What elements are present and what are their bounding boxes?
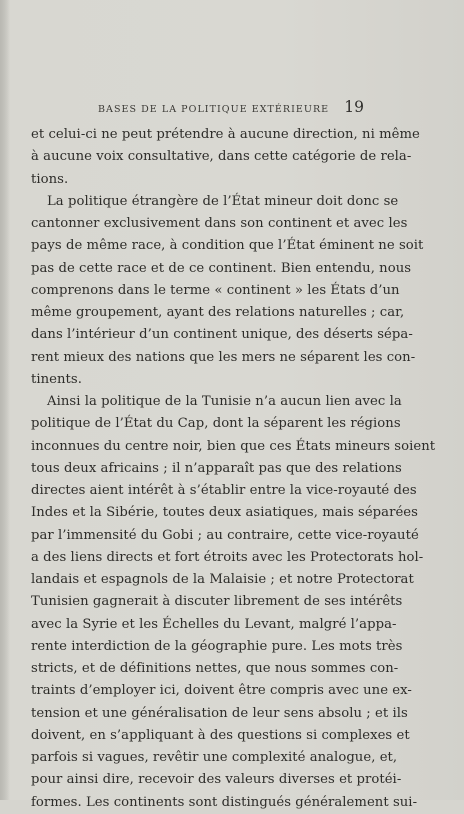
running-head — [30, 98, 364, 118]
text-line: parfois si vagues, revêtir une complexité analogue, et, — [31, 750, 398, 765]
text-line: tions. — [31, 171, 69, 187]
text-line: politique de l’État du Cap, dont la séparent les régions — [31, 416, 401, 432]
text-line: pays de même race, à condition que l’État éminent ne soit — [31, 238, 424, 254]
text-line: par l’immensité du Gobi ; au contraire, cette vice-royauté — [31, 527, 419, 543]
text-line: stricts, et de définitions nettes, que nous sommes con- — [31, 661, 399, 676]
text-line: inconnues du centre noir, bien que ces États mineurs soient — [31, 438, 436, 454]
text-line: La politique étrangère de l’État mineur doit donc se — [47, 193, 399, 209]
text-line: Ainsi la politique de la Tunisie n’a aucun lien avec la — [47, 394, 402, 409]
text-line: dans l’intérieur d’un continent unique, des déserts sépa- — [31, 327, 413, 343]
text-line: Indes et la Sibérie, toutes deux asiatiques, mais séparées — [31, 505, 418, 521]
body-text — [31, 124, 436, 814]
text-line: directes aient intérêt à s’établir entre la vice-royauté des — [31, 483, 417, 498]
text-line: pas de cette race et de ce continent. Bien entendu, nous — [31, 260, 412, 276]
text-line: et celui-ci ne peut prétendre à aucune direction, ni même — [31, 127, 420, 142]
text-line: formes. Les continents sont distingués généralement sui- — [31, 794, 418, 810]
running-title: BASES DE LA POLITIQUE EXTÉRIEURE — [98, 104, 330, 115]
text-line: tous deux africains ; il n’apparaît pas que des relations — [31, 460, 402, 476]
text-line: doivent, en s’appliquant à des questions si complexes et — [31, 727, 410, 743]
binding-shadow — [0, 0, 10, 800]
text-line: comprenons dans le terme « continent » les États d’un — [31, 282, 400, 298]
text-line: pour ainsi dire, recevoir des valeurs diverses et protéi- — [31, 772, 402, 788]
text-line: avec la Syrie et les Échelles du Levant, malgré l’appa- — [31, 616, 397, 632]
text-line: cantonner exclusivement dans son continent et avec les — [31, 216, 408, 231]
text-line: à aucune voix consultative, dans cette catégorie de rela- — [31, 149, 412, 165]
page-number: 19 — [344, 98, 364, 116]
text-line: Tunisien gagnerait à discuter librement de ses intérêts — [31, 594, 403, 610]
text-line: rent mieux des nations que les mers ne séparent les con- — [31, 349, 416, 365]
text-line: même groupement, ayant des relations naturelles ; car, — [31, 305, 405, 320]
text-line: tension et une généralisation de leur sens absolu ; et ils — [31, 705, 408, 721]
text-line: traints d’employer ici, doivent être compris avec une ex- — [31, 683, 412, 699]
text-line: tinents. — [31, 371, 82, 387]
text-line: landais et espagnols de la Malaisie ; et notre Protectorat — [31, 572, 414, 587]
text-line: rente interdiction de la géographie pure. Les mots très — [31, 638, 403, 654]
text-line: a des liens directs et fort étroits avec les Protectorats hol- — [31, 549, 424, 565]
